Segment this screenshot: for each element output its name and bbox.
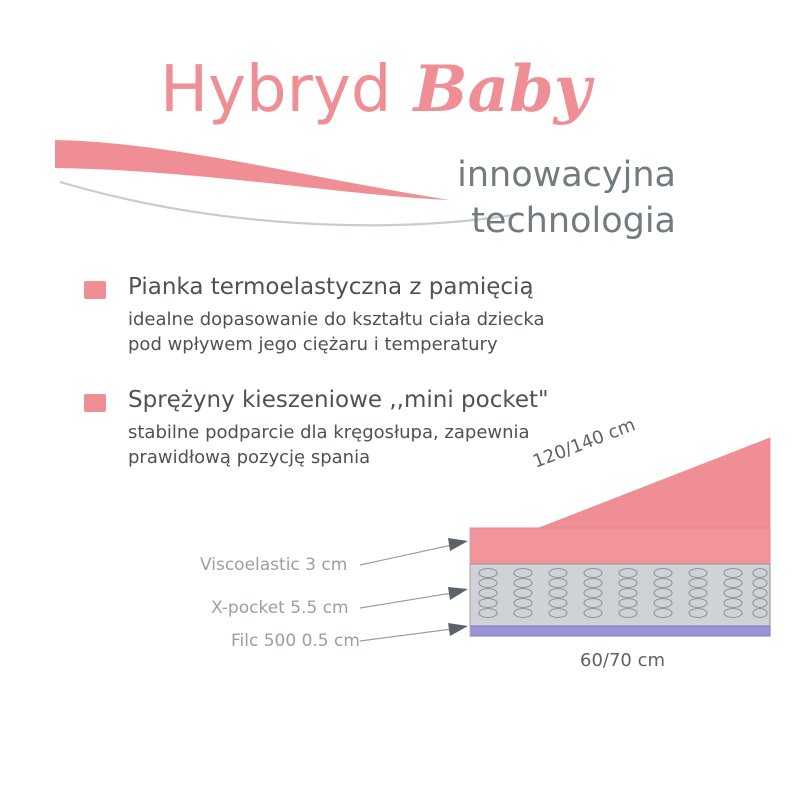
- square-bullet-icon: [84, 281, 106, 299]
- layer-viscoelastic-front: [470, 528, 770, 564]
- square-bullet-icon: [84, 394, 106, 412]
- layer-label-felt: Filc 500 0.5 cm: [231, 631, 360, 651]
- brand-secondary-text: Baby: [413, 52, 591, 127]
- dimension-label-length: 120/140 cm: [530, 414, 639, 473]
- leader-line-xpocket: [360, 587, 468, 608]
- leader-line-felt: [360, 623, 468, 641]
- header: [0, 0, 800, 260]
- tagline-line-2: technologia: [471, 201, 676, 241]
- tagline: [0, 152, 676, 244]
- layer-felt-front: [470, 626, 770, 636]
- layer-label-xpocket: X-pocket 5.5 cm: [211, 598, 349, 618]
- feature-title: Pianka termoelastyczna z pamięcią: [128, 274, 534, 300]
- feature-title: Sprężyny kieszeniowe ,,mini pocket": [128, 387, 549, 413]
- tagline-line-1: innowacyjna: [457, 155, 676, 195]
- brand-wordmark: [160, 52, 591, 127]
- leader-line-viscoelastic: [360, 538, 468, 565]
- feature-desc-line-1: stabilne podparcie dla kręgosłupa, zapewnia: [128, 422, 530, 443]
- brand-primary-text: Hybryd: [160, 53, 392, 127]
- feature-desc-line-1: idealne dopasowanie do kształtu ciała dziecka: [128, 309, 545, 330]
- feature-desc-line-2: prawidłową pozycję spania: [128, 447, 371, 468]
- layer-label-viscoelastic: Viscoelastic 3 cm: [200, 555, 348, 575]
- feature-desc-line-2: pod wpływem jego ciężaru i temperatury: [128, 334, 498, 355]
- feature-item-foam: [84, 272, 724, 357]
- dimension-label-width: 60/70 cm: [580, 650, 666, 671]
- mattress-cross-section-diagram: [180, 410, 800, 710]
